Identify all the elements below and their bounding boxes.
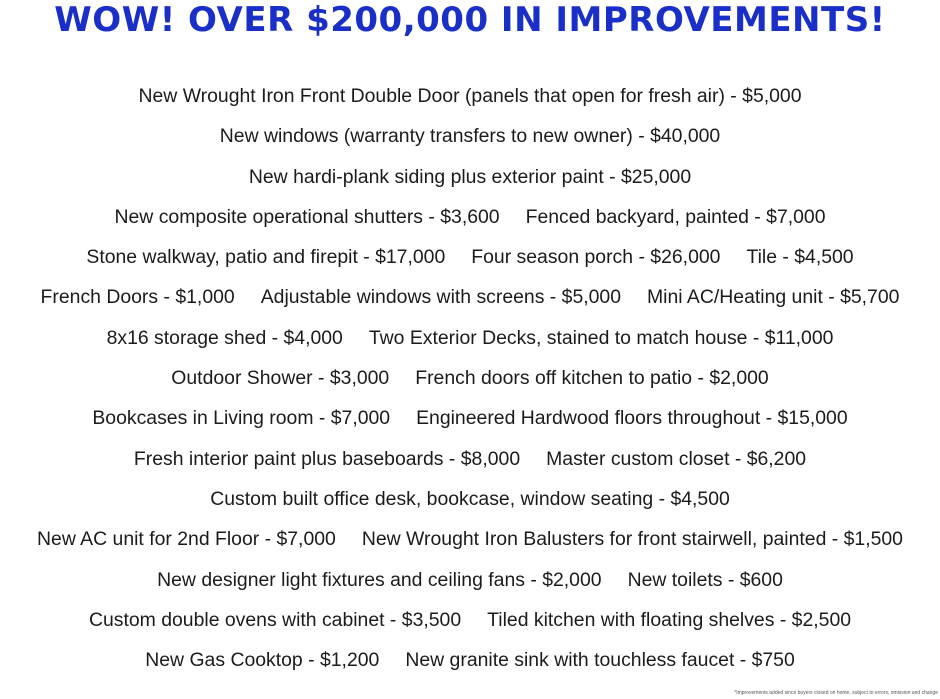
improvement-item: Engineered Hardwood floors throughout - $15,000: [416, 407, 848, 430]
improvement-row: [0, 439, 940, 479]
improvement-item: Tile - $4,500: [746, 246, 854, 269]
improvement-row: [0, 116, 940, 156]
improvement-item: New AC unit for 2nd Floor - $7,000: [37, 528, 336, 551]
improvement-item: Fenced backyard, painted - $7,000: [525, 205, 826, 228]
improvement-row: [0, 600, 940, 640]
improvement-item: Outdoor Shower - $3,000: [171, 367, 390, 390]
improvement-row: [0, 560, 940, 600]
improvement-item: French Doors - $1,000: [40, 286, 235, 309]
improvement-item: 8x16 storage shed - $4,000: [106, 326, 343, 349]
improvement-row: [0, 640, 940, 680]
improvements-list: [0, 76, 940, 680]
improvement-item: Bookcases in Living room - $7,000: [92, 407, 391, 430]
improvement-row: [0, 277, 940, 317]
improvement-item: French doors off kitchen to patio - $2,000: [415, 367, 769, 390]
page-title: WOW! OVER $200,000 IN IMPROVEMENTS!: [54, 0, 886, 40]
improvement-item: Custom built office desk, bookcase, window seating - $4,500: [210, 487, 730, 510]
improvement-item: Mini AC/Heating unit - $5,700: [647, 286, 900, 309]
improvement-row: [0, 157, 940, 197]
improvement-row: [0, 76, 940, 116]
improvement-item: Two Exterior Decks, stained to match house - $11,000: [368, 326, 834, 349]
improvement-row: [0, 519, 940, 559]
improvement-item: Four season porch - $26,000: [471, 246, 721, 269]
improvement-row: [0, 318, 940, 358]
improvement-item: Custom double ovens with cabinet - $3,500: [88, 608, 462, 631]
improvement-row: [0, 398, 940, 438]
footnote: *Improvements added since buyers closed on home, subject to errors, omission and change: [734, 690, 938, 696]
improvement-item: Fresh interior paint plus baseboards - $8,000: [133, 447, 521, 470]
improvement-row: [0, 358, 940, 398]
improvement-item: New Gas Cooktop - $1,200: [145, 649, 380, 672]
improvement-item: Adjustable windows with screens - $5,000: [260, 286, 622, 309]
improvement-item: New windows (warranty transfers to new owner) - $40,000: [219, 125, 721, 148]
improvement-row: [0, 237, 940, 277]
improvement-item: New toilets - $600: [627, 568, 783, 591]
improvement-item: Master custom closet - $6,200: [546, 447, 807, 470]
improvement-item: New Wrought Iron Balusters for front stairwell, painted - $1,500: [361, 528, 903, 551]
improvement-item: New hardi-plank siding plus exterior paint - $25,000: [248, 165, 692, 188]
improvement-row: [0, 479, 940, 519]
improvement-item: New granite sink with touchless faucet - $750: [405, 649, 795, 672]
improvement-item: Stone walkway, patio and firepit - $17,000: [86, 246, 446, 269]
improvement-item: New Wrought Iron Front Double Door (panels that open for fresh air) - $5,000: [138, 85, 802, 107]
improvement-item: New designer light fixtures and ceiling fans - $2,000: [157, 568, 602, 591]
improvement-item: Tiled kitchen with floating shelves - $2,500: [487, 608, 852, 631]
improvement-row: [0, 197, 940, 237]
improvement-item: New composite operational shutters - $3,600: [114, 205, 500, 228]
